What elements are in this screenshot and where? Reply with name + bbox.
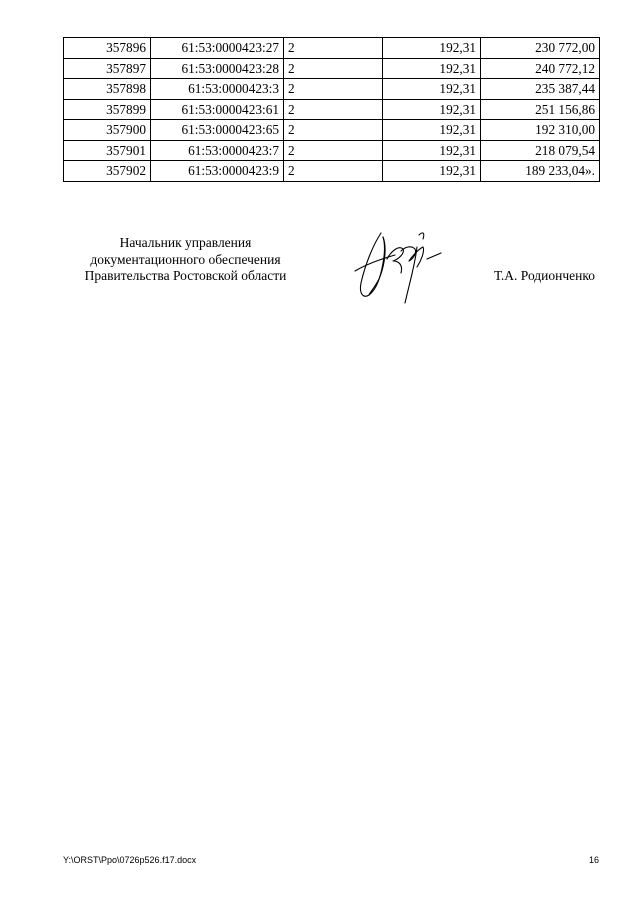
cell-area: 192,31 bbox=[383, 161, 481, 182]
cell-cadastral-number: 61:53:0000423:27 bbox=[151, 38, 284, 59]
cell-area: 192,31 bbox=[383, 140, 481, 161]
position-line-1: Начальник управления bbox=[119, 235, 252, 250]
page-number: 16 bbox=[588, 855, 599, 865]
cell-amount: 235 387,44 bbox=[481, 79, 600, 100]
signatory-name: Т.А. Родионченко bbox=[494, 268, 595, 283]
cell-cadastral-number: 61:53:0000423:9 bbox=[151, 161, 284, 182]
cell-count: 2 bbox=[284, 140, 383, 161]
table-row bbox=[64, 120, 600, 141]
cell-record-number: 357900 bbox=[64, 120, 151, 141]
cell-count: 2 bbox=[284, 79, 383, 100]
cell-record-number: 357899 bbox=[64, 99, 151, 120]
table-row bbox=[64, 79, 600, 100]
data-table bbox=[63, 37, 600, 182]
cell-amount: 189 233,04». bbox=[481, 161, 600, 182]
table-row bbox=[64, 99, 600, 120]
table-row bbox=[64, 140, 600, 161]
cell-cadastral-number: 61:53:0000423:28 bbox=[151, 58, 284, 79]
cell-record-number: 357898 bbox=[64, 79, 151, 100]
table-row bbox=[64, 58, 600, 79]
cell-area: 192,31 bbox=[383, 58, 481, 79]
signatory-position bbox=[63, 235, 308, 285]
cell-area: 192,31 bbox=[383, 38, 481, 59]
cell-amount: 240 772,12 bbox=[481, 58, 600, 79]
cell-cadastral-number: 61:53:0000423:65 bbox=[151, 120, 284, 141]
handwritten-signature-icon bbox=[343, 225, 453, 310]
cell-amount: 192 310,00 bbox=[481, 120, 600, 141]
cell-cadastral-number: 61:53:0000423:61 bbox=[151, 99, 284, 120]
cell-cadastral-number: 61:53:0000423:3 bbox=[151, 79, 284, 100]
cell-record-number: 357896 bbox=[64, 38, 151, 59]
cell-record-number: 357901 bbox=[64, 140, 151, 161]
cell-amount: 251 156,86 bbox=[481, 99, 600, 120]
cell-record-number: 357902 bbox=[64, 161, 151, 182]
cell-area: 192,31 bbox=[383, 79, 481, 100]
cell-count: 2 bbox=[284, 38, 383, 59]
position-line-2: документационного обеспечения bbox=[90, 251, 281, 267]
table-body bbox=[64, 38, 600, 182]
cell-area: 192,31 bbox=[383, 120, 481, 141]
cell-cadastral-number: 61:53:0000423:7 bbox=[151, 140, 284, 161]
cell-count: 2 bbox=[284, 120, 383, 141]
table-row bbox=[64, 161, 600, 182]
cell-count: 2 bbox=[284, 58, 383, 79]
cell-record-number: 357897 bbox=[64, 58, 151, 79]
table-row bbox=[64, 38, 600, 59]
cell-count: 2 bbox=[284, 99, 383, 120]
cell-count: 2 bbox=[284, 161, 383, 182]
file-path: Y:\ORST\Ppo\0726p526.f17.docx bbox=[63, 855, 197, 865]
cell-amount: 218 079,54 bbox=[481, 140, 600, 161]
cell-area: 192,31 bbox=[383, 99, 481, 120]
position-line-3: Правительства Ростовской области bbox=[84, 268, 287, 283]
cell-amount: 230 772,00 bbox=[481, 38, 600, 59]
signature-block bbox=[63, 235, 599, 315]
